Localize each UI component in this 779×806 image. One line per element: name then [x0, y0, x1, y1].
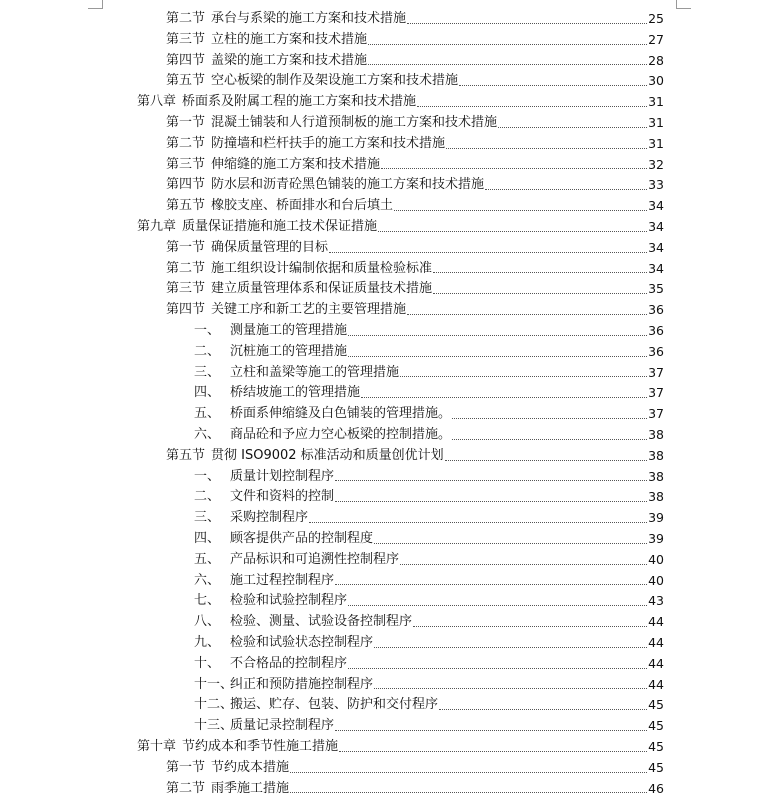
- toc-dot-leader: [446, 148, 647, 149]
- toc-dot-leader: [348, 605, 647, 606]
- toc-entry-number: 第二节: [166, 11, 206, 26]
- page-corner-mark-left: [88, 0, 103, 9]
- toc-entry-number: 第五节: [166, 447, 206, 463]
- toc-entry-title: 不合格品的控制程序: [230, 655, 348, 671]
- toc-dot-leader: [452, 418, 647, 419]
- toc-entry-title: 质量保证措施和施工技术保证措施: [182, 219, 378, 234]
- toc-entry[interactable]: [194, 612, 664, 633]
- toc-entry-title: 盖梁的施工方案和技术措施: [211, 52, 368, 68]
- toc-entry-page-number: 44: [648, 676, 664, 692]
- toc-entry-number: 四、: [194, 531, 221, 546]
- toc-entry-page-number: 38: [648, 489, 664, 505]
- toc-entry-title: 质量计划控制程序: [230, 468, 335, 484]
- toc-entry[interactable]: [194, 716, 664, 737]
- toc-entry-number: 第一节: [166, 759, 206, 775]
- toc-entry-title: 商品砼和予应力空心板梁的控制措施。: [230, 427, 452, 442]
- toc-entry-number: 第四节: [166, 302, 206, 318]
- toc-entry[interactable]: [166, 779, 664, 800]
- toc-dot-leader: [485, 189, 647, 190]
- toc-entry-number: 第一节: [166, 115, 206, 130]
- toc-entry-page-number: 40: [648, 572, 664, 588]
- toc-entry-page-number: 25: [648, 11, 664, 26]
- toc-entry-title: 检验和试验状态控制程序: [230, 635, 374, 650]
- toc-entry[interactable]: [194, 591, 664, 612]
- toc-dot-leader: [335, 584, 647, 585]
- toc-entry[interactable]: [166, 155, 664, 176]
- toc-entry[interactable]: [166, 758, 664, 779]
- toc-entry-page-number: 38: [648, 427, 664, 442]
- toc-entry-title: 空心板梁的制作及架设施工方案和技术措施: [211, 73, 459, 89]
- toc-entry-title: 搬运、贮存、包装、防护和交付程序: [230, 697, 439, 713]
- toc-entry-number: 第二节: [166, 780, 206, 796]
- toc-dot-leader: [374, 688, 647, 689]
- toc-entry-title: 测量施工的管理措施: [230, 323, 348, 338]
- toc-entry-title: 建立质量管理体系和保证质量技术措施: [211, 281, 433, 297]
- toc-entry-number: 第一节: [166, 239, 206, 255]
- toc-entry[interactable]: [194, 508, 664, 529]
- toc-entry-number: 三、: [194, 510, 221, 526]
- toc-entry[interactable]: [137, 217, 664, 238]
- toc-entry[interactable]: [194, 425, 664, 446]
- toc-entry[interactable]: [194, 675, 664, 696]
- toc-dot-leader: [378, 231, 647, 232]
- toc-entry-page-number: 34: [648, 260, 664, 276]
- toc-entry-title: 立柱的施工方案和技术措施: [211, 31, 368, 47]
- toc-entry-number: 二、: [194, 343, 221, 359]
- toc-entry-title: 施工过程控制程序: [230, 572, 335, 588]
- toc-entry-number: 十三、: [194, 718, 234, 734]
- toc-dot-leader: [413, 626, 647, 627]
- toc-entry-page-number: 36: [648, 343, 664, 359]
- toc-entry[interactable]: [166, 300, 664, 321]
- toc-entry-title: 顾客提供产品的控制程度: [230, 531, 374, 546]
- toc-dot-leader: [348, 335, 647, 336]
- toc-dot-leader: [407, 314, 647, 315]
- toc-entry[interactable]: [194, 321, 664, 342]
- toc-entry-number: 八、: [194, 614, 221, 630]
- toc-entry-title: 桥面系及附属工程的施工方案和技术措施: [182, 94, 417, 110]
- toc-entry-number: 第五节: [166, 198, 206, 214]
- toc-entry[interactable]: [194, 695, 664, 716]
- toc-entry-number: 十二、: [194, 697, 234, 713]
- toc-entry-page-number: 31: [648, 115, 664, 130]
- toc-entry[interactable]: [137, 737, 664, 758]
- toc-entry-page-number: 46: [648, 780, 664, 796]
- toc-entry-number: 二、: [194, 489, 221, 505]
- toc-dot-leader: [417, 106, 647, 107]
- toc-entry[interactable]: [166, 113, 664, 134]
- toc-entry-number: 第九章: [137, 219, 177, 234]
- toc-entry-title: 节约成本措施: [211, 759, 290, 775]
- toc-entry-title: 贯彻 ISO9002 标准活动和质量创优计划: [211, 447, 444, 463]
- toc-entry-page-number: 43: [648, 593, 664, 609]
- toc-entry-number: 三、: [194, 364, 221, 380]
- toc-entry-title: 防水层和沥青砼黑色铺装的施工方案和技术措施: [211, 177, 485, 193]
- toc-entry-number: 一、: [194, 323, 221, 338]
- toc-entry-page-number: 39: [648, 510, 664, 526]
- toc-entry[interactable]: [166, 446, 664, 467]
- toc-dot-leader: [498, 127, 647, 128]
- toc-entry-page-number: 30: [648, 73, 664, 89]
- toc-entry[interactable]: [166, 279, 664, 300]
- toc-entry[interactable]: [194, 383, 664, 404]
- toc-entry-page-number: 45: [648, 718, 664, 734]
- toc-dot-leader: [335, 501, 647, 502]
- toc-dot-leader: [348, 356, 647, 357]
- toc-dot-leader: [445, 460, 647, 461]
- toc-entry-title: 施工组织设计编制依据和质量检验标准: [211, 260, 433, 276]
- toc-entry-title: 产品标识和可追溯性控制程序: [230, 551, 400, 567]
- toc-dot-leader: [361, 397, 647, 398]
- toc-entry[interactable]: [166, 9, 664, 30]
- toc-entry[interactable]: [166, 30, 664, 51]
- toc-entry-number: 第十章: [137, 739, 177, 754]
- toc-dot-leader: [339, 751, 647, 752]
- toc-entry[interactable]: [166, 196, 664, 217]
- toc-entry-number: 六、: [194, 427, 221, 442]
- toc-dot-leader: [433, 293, 647, 294]
- toc-dot-leader: [400, 376, 647, 377]
- toc-entry-number: 第二节: [166, 260, 206, 276]
- toc-entry-page-number: 36: [648, 302, 664, 318]
- toc-entry-number: 第三节: [166, 31, 206, 47]
- toc-entry[interactable]: [194, 654, 664, 675]
- toc-dot-leader: [439, 709, 647, 710]
- toc-dot-leader: [368, 64, 647, 65]
- toc-entry-number: 第四节: [166, 52, 206, 68]
- toc-entry-page-number: 44: [648, 655, 664, 671]
- toc-entry[interactable]: [194, 467, 664, 488]
- toc-entry-title: 桥结坡施工的管理措施: [230, 385, 361, 401]
- toc-entry-number: 五、: [194, 551, 221, 567]
- toc-entry-page-number: 45: [648, 759, 664, 775]
- toc-dot-leader: [309, 522, 647, 523]
- toc-entry[interactable]: [166, 259, 664, 280]
- toc-entry-page-number: 32: [648, 156, 664, 172]
- toc-entry-title: 纠正和预防措施控制程序: [230, 676, 374, 692]
- toc-entry-number: 五、: [194, 406, 221, 422]
- toc-entry[interactable]: [166, 51, 664, 72]
- toc-dot-leader: [329, 252, 647, 253]
- toc-entry-title: 承台与系梁的施工方案和技术措施: [211, 11, 407, 26]
- toc-entry-number: 第三节: [166, 281, 206, 297]
- toc-entry-page-number: 38: [648, 447, 664, 463]
- toc-dot-leader: [335, 480, 647, 481]
- toc-entry-page-number: 35: [648, 281, 664, 297]
- toc-entry-page-number: 28: [648, 52, 664, 68]
- toc-entry-number: 四、: [194, 385, 221, 401]
- toc-entry-number: 九、: [194, 635, 221, 650]
- toc-entry[interactable]: [166, 238, 664, 259]
- toc-entry[interactable]: [194, 342, 664, 363]
- toc-entry-title: 橡胶支座、桥面排水和台后填土: [211, 198, 394, 214]
- toc-dot-leader: [452, 439, 647, 440]
- toc-entry-title: 质量记录控制程序: [230, 718, 335, 734]
- toc-entry-page-number: 31: [648, 135, 664, 151]
- toc-dot-leader: [374, 647, 647, 648]
- toc-entry-number: 第八章: [137, 94, 177, 110]
- toc-entry-page-number: 40: [648, 551, 664, 567]
- toc-entry-page-number: 44: [648, 614, 664, 630]
- toc-dot-leader: [374, 543, 647, 544]
- toc-dot-leader: [394, 210, 647, 211]
- toc-entry-title: 采购控制程序: [230, 510, 309, 526]
- toc-entry-title: 检验和试验控制程序: [230, 593, 348, 609]
- toc-dot-leader: [400, 564, 647, 565]
- toc-entry-page-number: 37: [648, 406, 664, 422]
- toc-entry[interactable]: [194, 633, 664, 654]
- toc-entry-title: 文件和资料的控制: [230, 489, 335, 505]
- toc-entry-page-number: 37: [648, 385, 664, 401]
- toc-entry-title: 雨季施工措施: [211, 780, 290, 796]
- toc-entry-title: 混凝土铺装和人行道预制板的施工方案和技术措施: [211, 115, 498, 130]
- toc-entry-number: 第三节: [166, 156, 206, 172]
- toc-entry-number: 十、: [194, 655, 221, 671]
- toc-dot-leader: [459, 85, 647, 86]
- toc-entry-number: 七、: [194, 593, 221, 609]
- toc-entry-number: 十一、: [194, 676, 234, 692]
- toc-entry-page-number: 39: [648, 531, 664, 546]
- toc-entry-page-number: 27: [648, 31, 664, 47]
- toc-entry[interactable]: [194, 571, 664, 592]
- toc-entry-page-number: 34: [648, 219, 664, 234]
- toc-entry-page-number: 38: [648, 468, 664, 484]
- toc-entry[interactable]: [194, 363, 664, 384]
- toc-entry-title: 立柱和盖梁等施工的管理措施: [230, 364, 400, 380]
- toc-entry-number: 第四节: [166, 177, 206, 193]
- toc-entry[interactable]: [137, 92, 664, 113]
- toc-dot-leader: [433, 272, 647, 273]
- toc-entry-page-number: 44: [648, 635, 664, 650]
- toc-dot-leader: [290, 792, 647, 793]
- toc-dot-leader: [368, 44, 647, 45]
- page-corner-mark-right: [676, 0, 691, 9]
- toc-entry-page-number: 36: [648, 323, 664, 338]
- toc-entry-title: 防撞墙和栏杆扶手的施工方案和技术措施: [211, 135, 446, 151]
- toc-entry-title: 确保质量管理的目标: [211, 239, 329, 255]
- toc-entry-title: 伸缩缝的施工方案和技术措施: [211, 156, 381, 172]
- toc-entry-page-number: 45: [648, 739, 664, 754]
- toc-entry-number: 六、: [194, 572, 221, 588]
- toc-dot-leader: [335, 730, 647, 731]
- toc-entry-page-number: 31: [648, 94, 664, 110]
- toc-entry[interactable]: [194, 529, 664, 550]
- toc-entry-number: 第五节: [166, 73, 206, 89]
- toc-entry[interactable]: [194, 550, 664, 571]
- toc-dot-leader: [290, 772, 647, 773]
- toc-entry[interactable]: [194, 487, 664, 508]
- toc-entry-title: 关键工序和新工艺的主要管理措施: [211, 302, 407, 318]
- toc-entry-page-number: 45: [648, 697, 664, 713]
- toc-entry-number: 一、: [194, 468, 221, 484]
- toc-entry-page-number: 33: [648, 177, 664, 193]
- toc-entry-title: 节约成本和季节性施工措施: [182, 739, 339, 754]
- toc-entry-page-number: 37: [648, 364, 664, 380]
- toc-entry[interactable]: [166, 134, 664, 155]
- toc-entry-title: 沉桩施工的管理措施: [230, 343, 348, 359]
- toc-entry-title: 检验、测量、试验设备控制程序: [230, 614, 413, 630]
- toc-entry-number: 第二节: [166, 135, 206, 151]
- toc-dot-leader: [381, 168, 647, 169]
- toc-entry-title: 桥面系伸缩缝及白色铺装的管理措施。: [230, 406, 452, 422]
- toc-entry-page-number: 34: [648, 239, 664, 255]
- toc-entry-page-number: 34: [648, 198, 664, 214]
- toc-dot-leader: [407, 23, 647, 24]
- toc-dot-leader: [348, 668, 647, 669]
- toc-entry[interactable]: [194, 404, 664, 425]
- toc-entry[interactable]: [166, 71, 664, 92]
- toc-entry[interactable]: [166, 175, 664, 196]
